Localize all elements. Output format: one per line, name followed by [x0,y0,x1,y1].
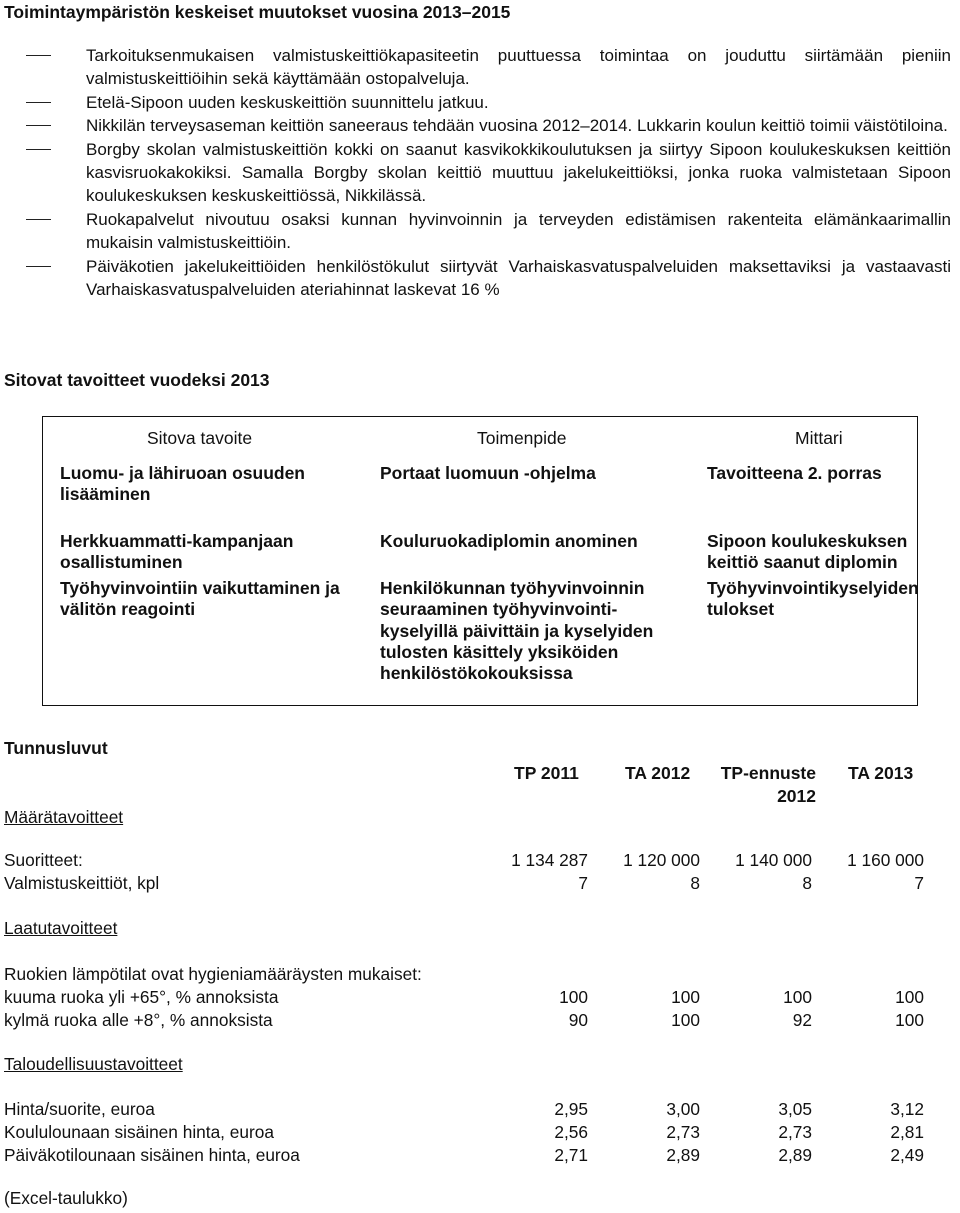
row-label: Valmistuskeittiöt, kpl [4,873,160,893]
value-cell: 2,56 [554,1122,588,1142]
dash-icon [26,125,51,126]
value-cell: 7 [914,873,924,893]
row-label: Suoritteet: [4,850,83,870]
list-item: Etelä-Sipoon uuden keskuskeittiön suunnittelu jatkuu. [26,91,951,114]
action-cell: Kouluruokadiplomin anominen [380,531,638,551]
value-cell: 2,89 [666,1145,700,1165]
dash-icon [26,102,51,103]
value-cell: 1 134 287 [511,850,588,870]
row-label: Hinta/suorite, euroa [4,1099,155,1119]
goal-cell: Herkkuammatti-kampanjaan osallistuminen [60,531,294,573]
value-cell: 1 140 000 [735,850,812,870]
list-item: Borgby skolan valmistuskeittiön kokki on saanut kasvikokkikoulutuksen ja siirtyy Sipoon koulukeskuksen keittiön kasvisruokakokiksi. Samalla Borgby skolan keittiö muuttuu jakelukeittiöksi, jonka ruoka valmistetaan Sipoon koulukeskuksen keskuskeittiössä, Nikkilässä. [26,138,951,208]
list-item: Tarkoituksenmukaisen valmistuskeittiökapasiteetin puuttuessa toimintaa on jouduttu siirtämään pieniin valmistuskeittiöihin sekä käyttämään ostopalveluja. [26,44,951,91]
value-cell: 2,95 [554,1099,588,1119]
meter-cell: Työhyvinvointikyselyiden tulokset [707,578,919,620]
group-intro: Ruokien lämpötilat ovat hygieniamääräysten mukaiset: [4,964,422,984]
list-item: Ruokapalvelut nivoutuu osaksi kunnan hyvinvoinnin ja terveyden edistämisen rakenteita elämänkaarimallin mukaisin valmistuskeittiöin. [26,208,951,255]
section-title-goals: Sitovat tavoitteet vuodeksi 2013 [4,370,270,390]
goal-cell: Luomu- ja lähiruoan osuuden lisääminen [60,463,305,505]
section-title-kpi: Tunnusluvut [4,738,108,758]
action-cell: Henkilökunnan työhyvinvoinnin seuraaminen työhyvinvointikyselyillä päivittäin ja kyselyiden tulosten käsittely yksiköiden henkilöstökokouksissa [380,578,654,684]
value-cell: 90 [568,1010,588,1030]
section-title-environment: Toimintaympäristön keskeiset muutokset vuosina 2013–2015 [4,2,511,22]
value-cell: 8 [802,873,812,893]
value-cell: 1 160 000 [847,850,924,870]
value-cell: 3,05 [778,1099,812,1119]
value-cell: 100 [559,987,588,1007]
value-cell: 3,12 [890,1099,924,1119]
header-goal: Sitova tavoite [147,428,253,448]
footnote: (Excel-taulukko) [4,1188,128,1208]
col-ta2012: TA 2012 [625,763,691,783]
row-label: Koululounaan sisäinen hinta, euroa [4,1122,274,1142]
value-cell: 1 120 000 [623,850,700,870]
col-ta2013: TA 2013 [848,763,914,783]
value-cell: 7 [578,873,588,893]
value-cell: 100 [895,987,924,1007]
value-cell: 92 [792,1010,812,1030]
value-cell: 100 [671,987,700,1007]
header-meter: Mittari [795,428,843,448]
value-cell: 100 [783,987,812,1007]
row-label: kuuma ruoka yli +65°, % annoksista [4,987,279,1007]
changes-list [26,44,951,301]
value-cell: 2,73 [778,1122,812,1142]
meter-cell: Tavoitteena 2. porras [707,463,882,483]
value-cell: 8 [690,873,700,893]
group-label-economy: Taloudellisuustavoitteet [4,1054,183,1074]
value-cell: 100 [671,1010,700,1030]
goal-cell: Työhyvinvointiin vaikuttaminen ja välitön reagointi [60,578,340,620]
row-label: kylmä ruoka alle +8°, % annoksista [4,1010,273,1030]
dash-icon [26,266,51,267]
dash-icon [26,219,51,220]
value-cell: 2,71 [554,1145,588,1165]
value-cell: 100 [895,1010,924,1030]
value-cell: 2,81 [890,1122,924,1142]
value-cell: 2,49 [890,1145,924,1165]
value-cell: 3,00 [666,1099,700,1119]
dash-icon [26,149,51,150]
list-item: Nikkilän terveysaseman keittiön saneeraus tehdään vuosina 2012–2014. Lukkarin koulun keittiö toimii väistötiloina. [26,114,951,137]
group-label-quality: Laatutavoitteet [4,918,118,938]
header-action: Toimenpide [477,428,567,448]
col-tp2011: TP 2011 [514,763,579,783]
row-label: Päiväkotilounaan sisäinen hinta, euroa [4,1145,300,1165]
meter-cell: Sipoon koulukeskuksen keittiö saanut diplomin [707,531,908,573]
group-label-quantity: Määrätavoitteet [4,807,124,827]
list-item: Päiväkotien jakelukeittiöiden henkilöstökulut siirtyvät Varhaiskasvatuspalveluiden maksettaviksi ja vastaavasti Varhaiskasvatuspalveluiden ateriahinnat laskevat 16 % [26,255,951,302]
value-cell: 2,73 [666,1122,700,1142]
col-tp-ennuste-2012: TP-ennuste 2012 [720,763,816,806]
action-cell: Portaat luomuun -ohjelma [380,463,596,483]
dash-icon [26,55,51,56]
value-cell: 2,89 [778,1145,812,1165]
goals-table [42,416,918,706]
